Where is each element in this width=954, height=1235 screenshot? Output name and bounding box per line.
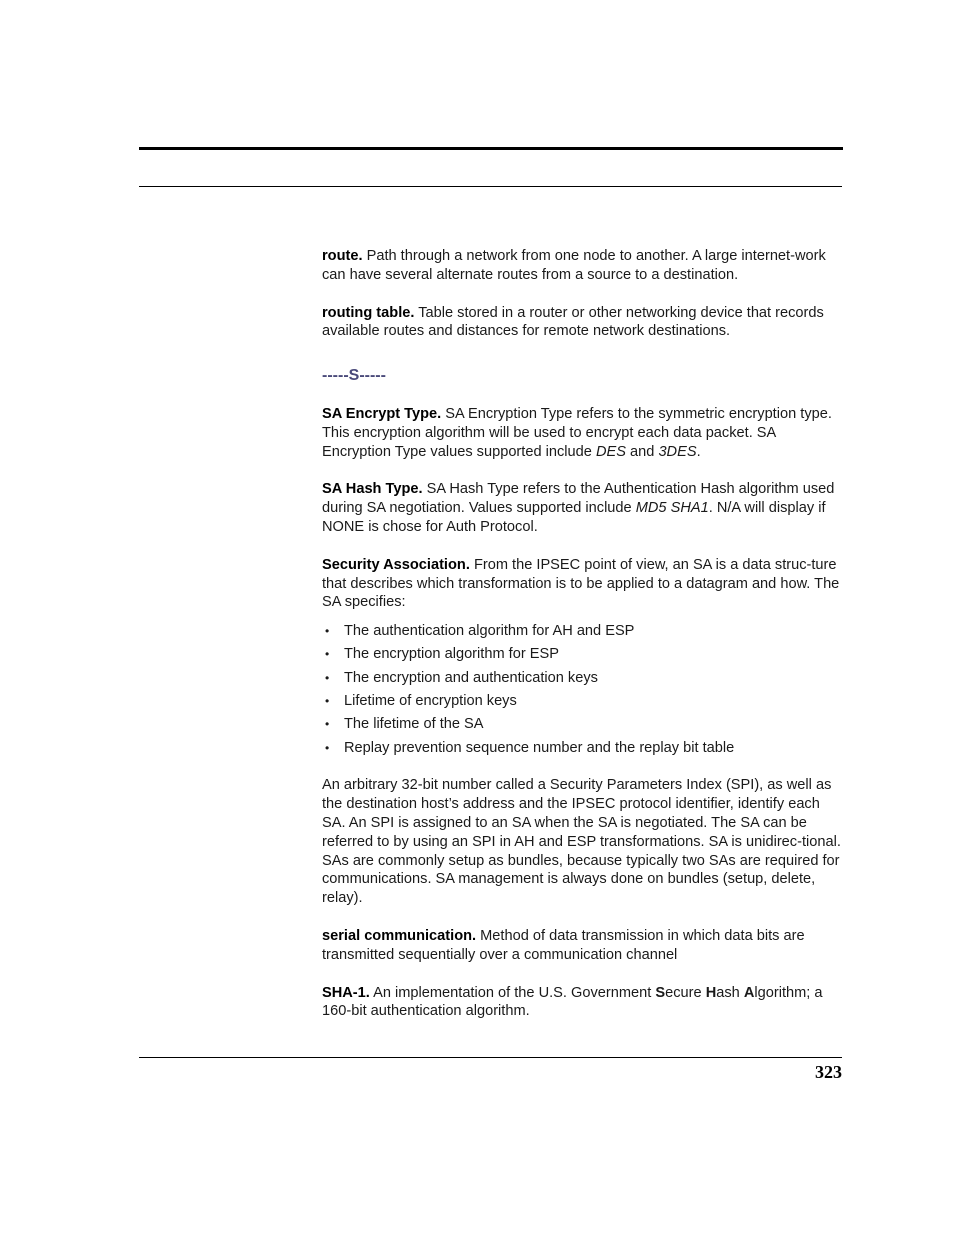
section-heading-s: -----S-----	[322, 367, 386, 385]
acronym-letter: S	[655, 984, 666, 1001]
definition: Table stored in a router or other networking device that records available routes and distances for remote network destinations.	[322, 304, 824, 340]
definition: lgorithm; a 160-bit authentication algorithm.	[322, 984, 823, 1020]
list-item	[322, 669, 843, 688]
acronym-letter: H	[705, 984, 717, 1001]
definition: Path through a network from one node to another. A large internet-work can have several alternate routes from a source to a destination.	[322, 248, 826, 283]
definition: An implementation of the U.S. Government	[369, 984, 656, 1001]
definition: ecure	[665, 984, 706, 1001]
term: SHA-1.	[322, 984, 370, 1001]
list-item	[322, 622, 843, 641]
definition: Method of data transmission in which data bits are transmitted sequentially over a communication channel	[322, 928, 805, 963]
list-item-text: Replay prevention sequence number and the replay bit table	[344, 739, 735, 756]
list-item-text: Lifetime of encryption keys	[344, 693, 517, 710]
definition: SA Encryption Type refers to the symmetric encryption type. This encryption algorithm will be used to encrypt each data packet. SA Encryption Type values supported include	[322, 405, 832, 460]
bullet-icon: •	[325, 694, 330, 709]
glossary-entry-serial-communication	[322, 927, 843, 965]
list-item-text: The lifetime of the SA	[344, 716, 484, 733]
bullet-icon: •	[325, 624, 330, 639]
definition-emphasis: 3DES	[658, 443, 697, 460]
definition: ash	[716, 984, 744, 1001]
glossary-entry-routing-table	[322, 304, 843, 342]
definition: SA Hash Type refers to the Authentication Hash algorithm used during SA negotiation. Values supported include	[322, 481, 835, 517]
glossary-entry-sa-hash-type	[322, 480, 843, 536]
list-item-text: The encryption and authentication keys	[344, 669, 598, 686]
header-rule-thin	[139, 186, 842, 187]
definition: and	[625, 443, 659, 460]
sa-specifies-list	[322, 622, 843, 757]
header-rule-thick	[139, 147, 843, 150]
definition: From the IPSEC point of view, an SA is a data struc-ture that describes which transformation is to be applied to a datagram and how. The SA specifies:	[322, 556, 840, 611]
acronym-letter: A	[743, 984, 755, 1001]
list-item	[322, 645, 843, 664]
term: Security Association.	[322, 556, 470, 573]
glossary-entry-sha-1	[322, 984, 843, 1022]
glossary-content	[322, 247, 843, 1040]
glossary-entry-security-association	[322, 556, 843, 612]
definition: . N/A will display if NONE is chose for Auth Protocol.	[322, 500, 826, 535]
term: SA Hash Type.	[322, 481, 423, 498]
list-item-text: The authentication algorithm for AH and ESP	[344, 623, 635, 640]
definition-emphasis: MD5 SHA1	[635, 500, 709, 517]
definition: .	[696, 443, 701, 460]
bullet-icon: •	[325, 717, 330, 732]
term: routing table.	[322, 304, 415, 321]
list-item	[322, 692, 843, 711]
bullet-icon: •	[325, 670, 330, 685]
list-item	[322, 739, 843, 758]
glossary-entry-sa-encrypt-type	[322, 405, 843, 461]
term: route.	[322, 248, 363, 264]
definition-emphasis: DES	[595, 443, 626, 460]
term: SA Encrypt Type.	[322, 405, 442, 422]
page-number: 323	[815, 1062, 842, 1082]
list-item	[322, 715, 843, 734]
bullet-icon: •	[325, 647, 330, 662]
list-item-text: The encryption algorithm for ESP	[344, 646, 559, 663]
glossary-entry-route	[322, 247, 843, 285]
term: serial communication.	[322, 928, 477, 945]
footer-rule	[139, 1057, 842, 1058]
spi-paragraph: An arbitrary 32-bit number called a Security Parameters Index (SPI), as well as the destination host’s address and the IPSEC protocol identifier, identify each SA. An SPI is assigned to an SA when the SA is negotiated. The SA can be referred to by using an SPI in AH and ESP transformations. SA is unidirec-tional. SAs are commonly setup as bundles, because typically two SAs are required for communications. SA management is always done on bundles (setup, delete, relay).	[322, 777, 841, 907]
bullet-icon: •	[325, 740, 330, 755]
